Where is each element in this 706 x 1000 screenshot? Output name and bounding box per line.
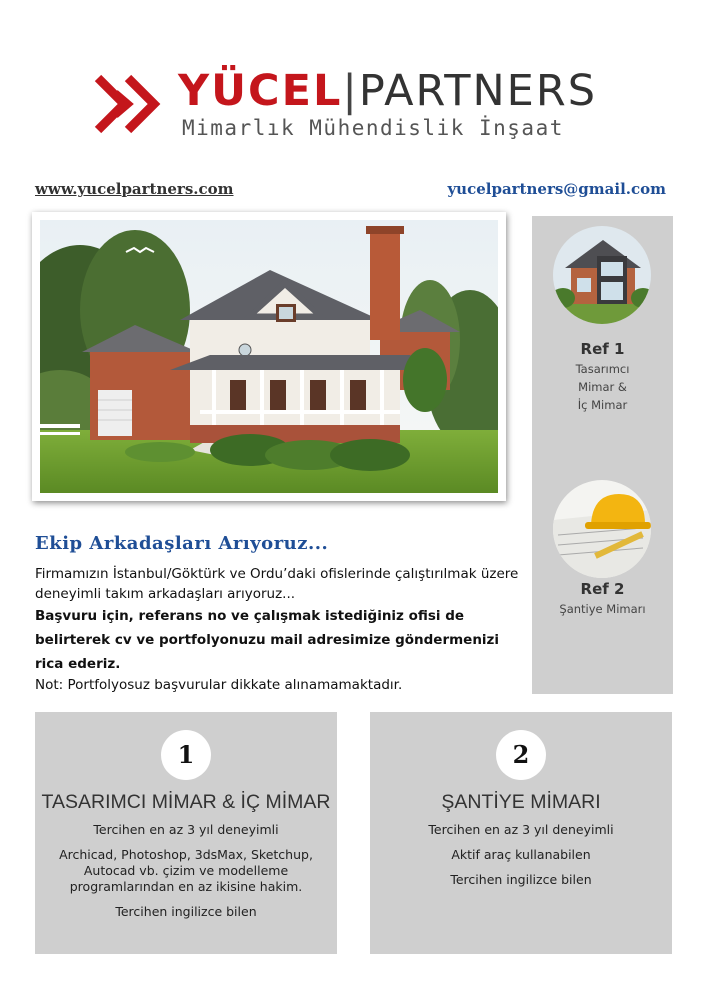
ref2-image (553, 480, 651, 578)
requirement-item: Tercihen en az 3 yıl deneyimli (93, 822, 279, 837)
intro-paragraph: Firmamızın İstanbul/Göktürk ve Ordu’daki ofislerinde çalıştırılmak üzere deneyimli takım arkadaşları arıyoruz... (35, 566, 519, 602)
position-title: TASARIMCI MİMAR & İÇ MİMAR (41, 791, 331, 813)
company-logo (92, 66, 598, 146)
house-illustration-icon (40, 220, 498, 493)
intro-text (35, 565, 525, 696)
position-card-1 (35, 712, 337, 954)
requirement-item: Tercihen ingilizce bilen (450, 872, 592, 887)
email-link[interactable]: yucelpartners@gmail.com (447, 180, 666, 198)
position-card-2 (370, 712, 672, 954)
reference-panel (532, 216, 673, 694)
brand-primary: YÜCEL (178, 66, 343, 116)
ref1-image (553, 226, 651, 324)
headline: Ekip Arkadaşları Arıyoruz... (35, 533, 329, 554)
requirement-item: Archicad, Photoshop, 3dsMax, Sketchup, Autocad vb. çizim ve modelleme programlarından en az ikisine hakim. (59, 847, 313, 894)
position-number: 1 (161, 730, 211, 780)
position-number: 2 (496, 730, 546, 780)
requirement-item: Aktif araç kullanabilen (451, 847, 591, 862)
house-photo (32, 212, 506, 501)
brand-tagline: Mimarlık Mühendislik İnşaat (182, 116, 564, 140)
requirement-item: Tercihen ingilizce bilen (115, 904, 257, 919)
brand-secondary: PARTNERS (358, 66, 598, 116)
requirements-list (370, 822, 672, 897)
brand-separator: | (342, 66, 359, 116)
website-link[interactable]: www.yucelpartners.com (35, 180, 234, 198)
ref2-subtitle: Şantiye Mimarı (559, 602, 646, 616)
house-thumbnail-icon (553, 226, 651, 324)
requirement-item: Tercihen en az 3 yıl deneyimli (428, 822, 614, 837)
ref1-title: Ref 1 (580, 340, 625, 358)
ref1-subtitle: Tasarımcı Mimar & İç Mimar (575, 362, 630, 412)
portfolio-note: Not: Portfolyosuz başvurular dikkate alınamamaktadır. (35, 677, 403, 693)
position-title: ŞANTİYE MİMARI (441, 791, 601, 813)
logo-mark-icon (92, 70, 170, 136)
brand-name (178, 68, 597, 114)
hardhat-blueprint-icon (553, 480, 651, 578)
application-instructions: Başvuru için, referans no ve çalışmak istediğiniz ofisi de belirterek cv ve portfolyonuzu mail adresimize göndermenizi rica ederiz. (35, 608, 500, 672)
requirements-list (35, 822, 337, 929)
ref2-title: Ref 2 (580, 580, 625, 598)
